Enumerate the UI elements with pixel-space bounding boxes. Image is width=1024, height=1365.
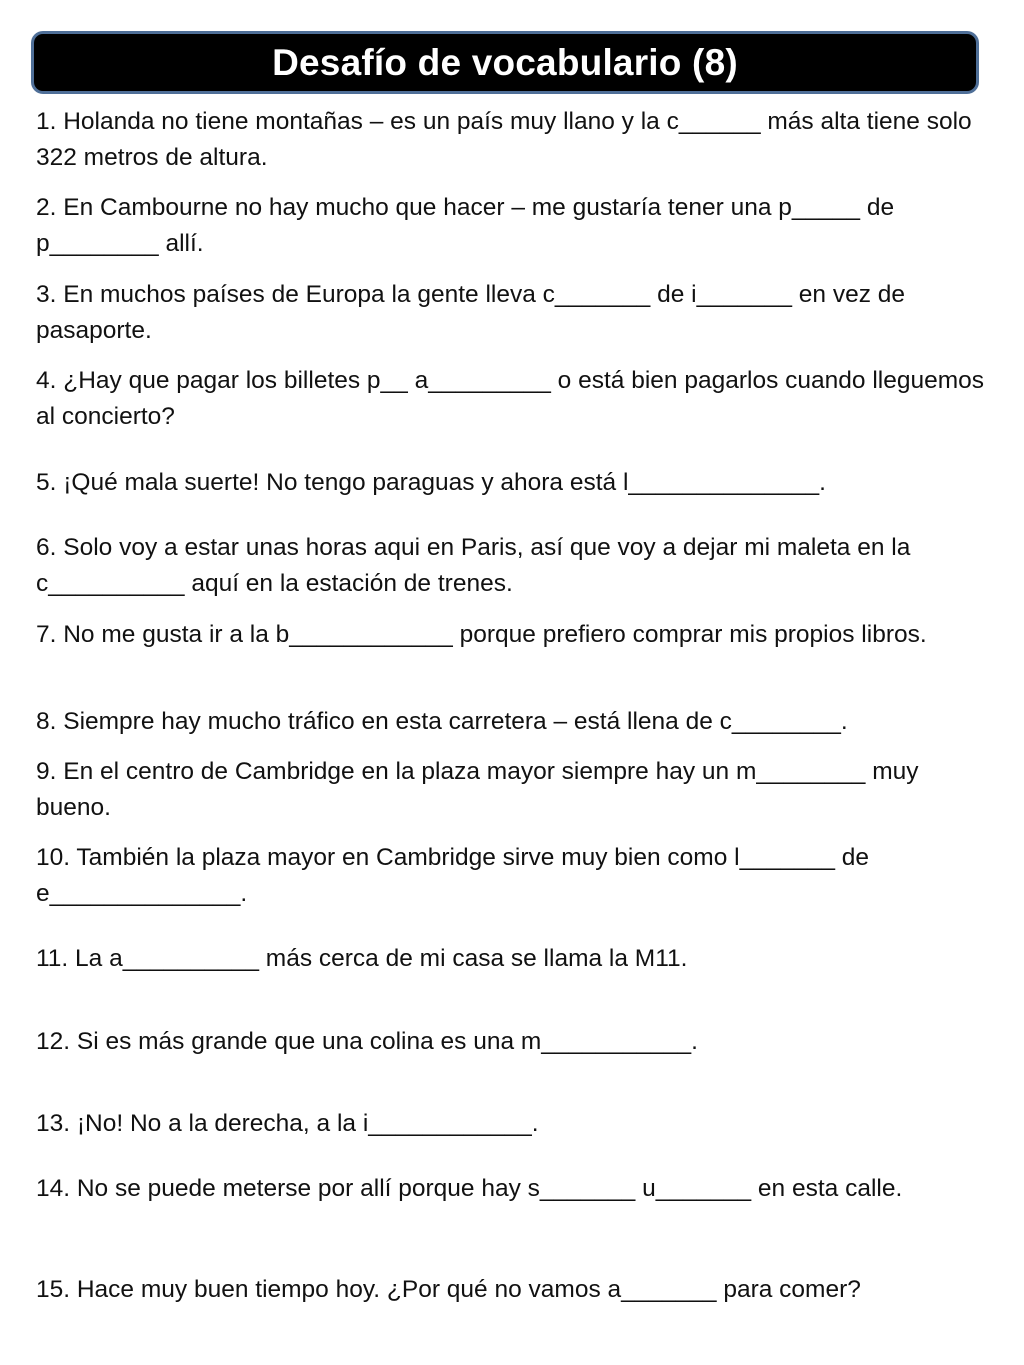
- question-15: 15. Hace muy buen tiempo hoy. ¿Por qué no vamos a_______ para comer?: [36, 1276, 861, 1303]
- question-5: 5. ¡Qué mala suerte! No tengo paraguas y ahora está l______________.: [36, 469, 826, 496]
- question-11: 11. La a__________ más cerca de mi casa se llama la M11.: [36, 945, 688, 972]
- question-7: 7. No me gusta ir a la b____________ porque prefiero comprar mis propios libros.: [36, 621, 927, 648]
- question-3: 3. En muchos países de Europa la gente lleva c_______ de i_______ en vez de pasaporte.: [36, 281, 906, 344]
- question-8: 8. Siempre hay mucho tráfico en esta carretera – está llena de c________.: [36, 708, 848, 735]
- question-12: 12. Si es más grande que una colina es una m___________.: [36, 1028, 698, 1055]
- question-6: 6. Solo voy a estar unas horas aqui en Paris, así que voy a dejar mi maleta en la c__________ aquí en la estación de trenes.: [36, 534, 911, 597]
- question-9: 9. En el centro de Cambridge en la plaza mayor siempre hay un m________ muy bueno.: [36, 758, 919, 821]
- question-4: 4. ¿Hay que pagar los billetes p__ a_________ o está bien pagarlos cuando lleguemos al concierto?: [36, 367, 984, 430]
- page-title: Desafío de vocabulario (8): [272, 42, 738, 83]
- question-2: 2. En Cambourne no hay mucho que hacer – me gustaría tener una p_____ de p________ allí.: [36, 194, 895, 257]
- question-13: 13. ¡No! No a la derecha, a la i____________.: [36, 1110, 539, 1137]
- question-1: 1. Holanda no tiene montañas – es un país muy llano y la c______ más alta tiene solo 322 metros de altura.: [36, 108, 972, 171]
- question-10: 10. También la plaza mayor en Cambridge sirve muy bien como l_______ de e______________.: [36, 844, 870, 907]
- question-14: 14. No se puede meterse por allí porque hay s_______ u_______ en esta calle.: [36, 1175, 903, 1202]
- title-banner: [31, 31, 979, 94]
